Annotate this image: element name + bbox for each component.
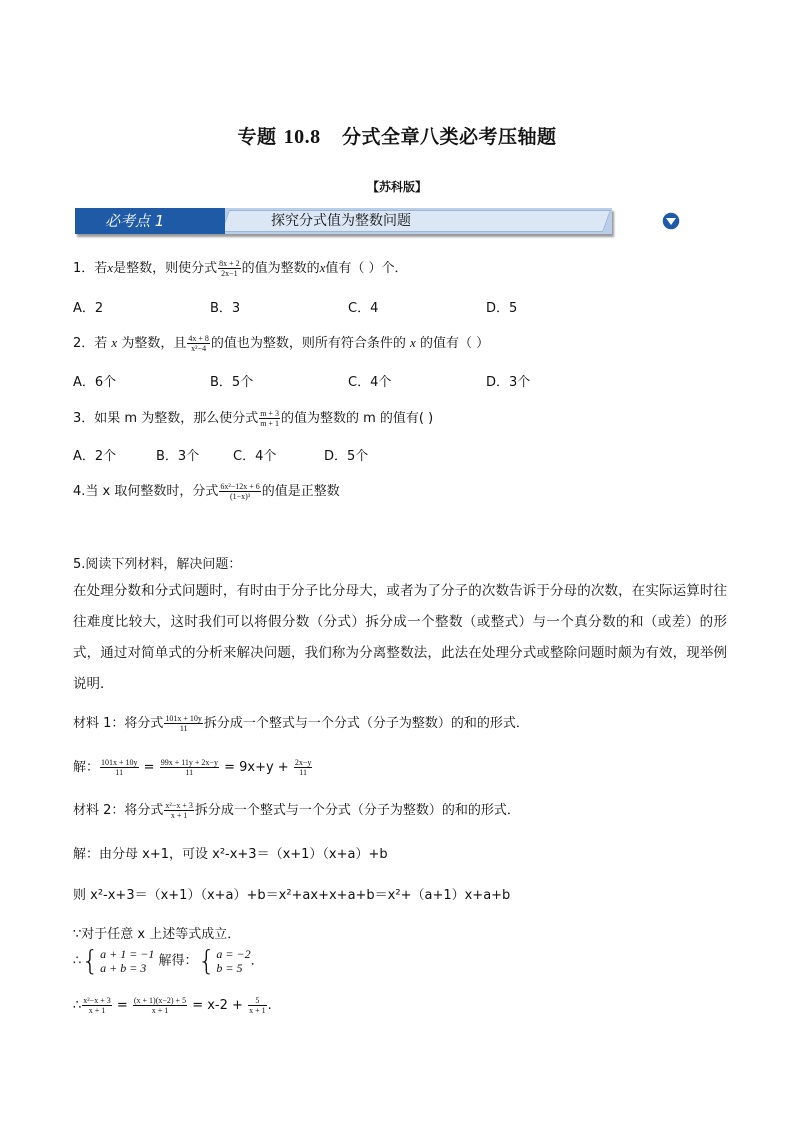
therefore-symbol-2: ∴ — [73, 998, 82, 1013]
q2-fraction — [187, 334, 210, 353]
solve-text: 解得： — [158, 953, 198, 969]
q4-prefix: 4.当 x 取何整数时，分式 — [73, 484, 219, 499]
therefore-symbol-1: ∴ — [73, 953, 82, 969]
result-1: a = −2 — [216, 947, 251, 961]
q3-prefix: 3．如果 m 为整数，那么使分式 — [73, 411, 259, 426]
title-number: 10.8 — [283, 126, 321, 148]
q2-frac-numerator: 4x + 8 — [188, 334, 209, 343]
m2-fraction — [164, 801, 193, 820]
q3-option-b[interactable]: B．3个 — [156, 449, 200, 464]
q2-option-c[interactable]: C．4个 — [348, 375, 392, 390]
q5-material-2 — [73, 799, 520, 820]
sol1-f3-denominator: 11 — [299, 768, 307, 777]
q5-heading: 5.阅读下列材料，解决问题： — [73, 557, 242, 572]
q1-after: 的值为整数的 — [241, 261, 320, 276]
title-prefix: 专题 — [237, 126, 277, 148]
q1-option-c[interactable]: C．4 — [348, 301, 379, 316]
m2-frac-numerator: x²−x + 3 — [165, 801, 193, 810]
m2-after: 拆分成一个整式与一个分式（分子为整数）的和的形式． — [194, 803, 520, 818]
m1-frac-denominator: 11 — [179, 724, 188, 733]
q3-frac-numerator: m + 3 — [260, 409, 279, 418]
q1-mid: 是整数，则使分式 — [113, 261, 218, 276]
q1-prefix: 1．若 — [73, 261, 108, 276]
q2-option-d[interactable]: D．3个 — [486, 375, 531, 390]
m1-prefix: 材料 1：将分式 — [73, 716, 164, 731]
q5-system — [73, 944, 264, 977]
final-mid: = x-2 + — [192, 998, 243, 1013]
page-title — [0, 122, 794, 149]
m1-after: 拆分成一个整式与一个分式（分子为整数）的和的形式． — [203, 716, 529, 731]
final-fraction-1 — [82, 996, 111, 1015]
q2-frac-denominator: x²−4 — [191, 344, 207, 353]
final-f1-numerator: x²−x + 3 — [83, 996, 111, 1005]
final-f2-numerator: (x + 1)(x−2) + 5 — [133, 996, 187, 1005]
q1-frac-numerator: 8x + 2 — [219, 259, 240, 268]
q5-paragraph: 在处理分数和分式问题时，有时由于分子比分母大，或者为了分子的次数告诉于分母的次数，在实际运算时往往难度比较大，这时我们可以将假分数（分式）拆分成一个整数（或整式）与一个真分数的和（或差）的形式，通过对简单式的分析来解决问题，我们称为分离整数法，此法在处理分式或整除问题时颇为有效，现举例说明． — [73, 583, 727, 692]
q1-fraction — [218, 259, 241, 278]
sol1-f2-numerator: 99x + 11y + 2x−y — [160, 758, 218, 767]
q3-option-d[interactable]: D．5个 — [324, 449, 369, 464]
q5-since-line: ∵对于任意 x 上述等式成立． — [73, 927, 241, 942]
q5-then-line: 则 x²-x+3＝（x+1）（x+a）+b＝x²+ax+x+a+b＝x²+（a+1）x+a+b — [73, 888, 511, 903]
q4-after: 的值是正整数 — [261, 484, 340, 499]
sol1-mid: = 9x+y + — [224, 760, 289, 775]
sol1-prefix: 解： — [73, 760, 100, 775]
final-fraction-2 — [133, 996, 187, 1015]
q2-option-a[interactable]: A．6个 — [73, 375, 117, 390]
q1-frac-denominator: 2x−1 — [221, 269, 238, 278]
q4-fraction — [219, 482, 260, 501]
q1-after2: 值有（ ）个． — [325, 261, 408, 276]
q4-frac-denominator: (1−x)³ — [229, 492, 251, 501]
q3-option-a[interactable]: A．2个 — [73, 449, 117, 464]
chevron-down-icon — [661, 211, 681, 231]
edition-label: 【苏科版】 — [366, 180, 427, 194]
section-label: 探究分式值为整数问题 — [271, 213, 411, 229]
q3-frac-denominator: m + 1 — [260, 419, 279, 428]
equation-2: a + b = 3 — [100, 961, 147, 975]
q3-fraction — [259, 409, 280, 428]
q2-after2: 的值有（ ） — [419, 336, 490, 351]
final-fraction-3 — [248, 996, 267, 1015]
q2-option-b[interactable]: B．5个 — [210, 375, 254, 390]
sol1-fraction-1 — [100, 758, 139, 777]
sol1-f2-denominator: 11 — [185, 768, 194, 777]
sol1-fraction-3 — [294, 758, 313, 777]
q4-frac-numerator: 6x²−12x + 6 — [220, 482, 260, 491]
q2-after: 的值也为整数，则所有符合条件的 — [210, 336, 406, 351]
m1-frac-numerator: 101x + 10y — [165, 714, 202, 723]
q5-solution-2: 解：由分母 x+1，可设 x²-x+3＝（x+1）（x+a）+b — [73, 847, 388, 862]
final-f2-denominator: x + 1 — [151, 1006, 169, 1015]
sol1-f1-numerator: 101x + 10y — [101, 758, 138, 767]
q3-option-c[interactable]: C．4个 — [233, 449, 277, 464]
final-f1-denominator: x + 1 — [88, 1006, 106, 1015]
q3-after: 的值为整数的 m 的值有( ) — [280, 411, 434, 426]
brace-2: { — [197, 944, 216, 977]
section-tag: 必考点 1 — [75, 208, 225, 234]
m2-prefix: 材料 2：将分式 — [73, 803, 164, 818]
period: ． — [250, 953, 264, 969]
q2-mid: 为整数，且 — [121, 336, 187, 351]
result-2: b = 5 — [216, 961, 243, 975]
equation-system — [100, 947, 154, 975]
m2-frac-denominator: x + 1 — [170, 811, 188, 820]
equation-1: a + 1 = −1 — [100, 947, 155, 961]
sol1-f3-numerator: 2x−y — [294, 758, 312, 767]
q5-solution-1: 解： $\frac{101x + 10y}{11}$ = $\frac{99x + 11y + 2x-y}{11}$ = 9x+y + $\frac{2x-y}{11}$ — [73, 758, 312, 777]
question-4 — [73, 480, 340, 501]
question-1: 1．若x是整数，则使分式 $\frac{8x + 2}{2x-1}$ 的值为整数的x值有（ ）个． — [73, 259, 408, 278]
q1-option-b[interactable]: B．3 — [210, 301, 241, 316]
q1-option-a[interactable]: A．2 — [73, 301, 104, 316]
question-2: 2．若 x 为整数，且 $\frac{4x + 8}{\text{x²−4}}$ 的值也为整数，则所有符合条件的 x 的值有（ ） — [73, 334, 490, 353]
q1-option-d[interactable]: D．5 — [486, 301, 518, 316]
q5-final-line: ∴ $\frac{\text{x²−x + 3}}{x + 1}$ = $\frac{(x + 1)(x-2) + 5}{x + 1}$ = x-2 + $\frac{5}{x + 1}$ . — [73, 996, 272, 1015]
final-f3-denominator: x + 1 — [249, 1006, 266, 1015]
sol1-fraction-2 — [160, 758, 219, 777]
final-end: . — [267, 998, 272, 1013]
final-f3-numerator: 5 — [248, 996, 267, 1006]
brace-1: { — [81, 944, 100, 977]
section-banner — [75, 208, 612, 234]
q1-var: x — [107, 260, 114, 275]
solution-system — [216, 947, 250, 975]
q5-material-1 — [73, 712, 529, 733]
title-text: 分式全章八类必考压轴题 — [341, 126, 557, 148]
m1-fraction — [164, 714, 203, 733]
q2-prefix: 2．若 — [73, 336, 108, 351]
question-3 — [73, 407, 433, 428]
sol1-f1-denominator: 11 — [115, 768, 124, 777]
